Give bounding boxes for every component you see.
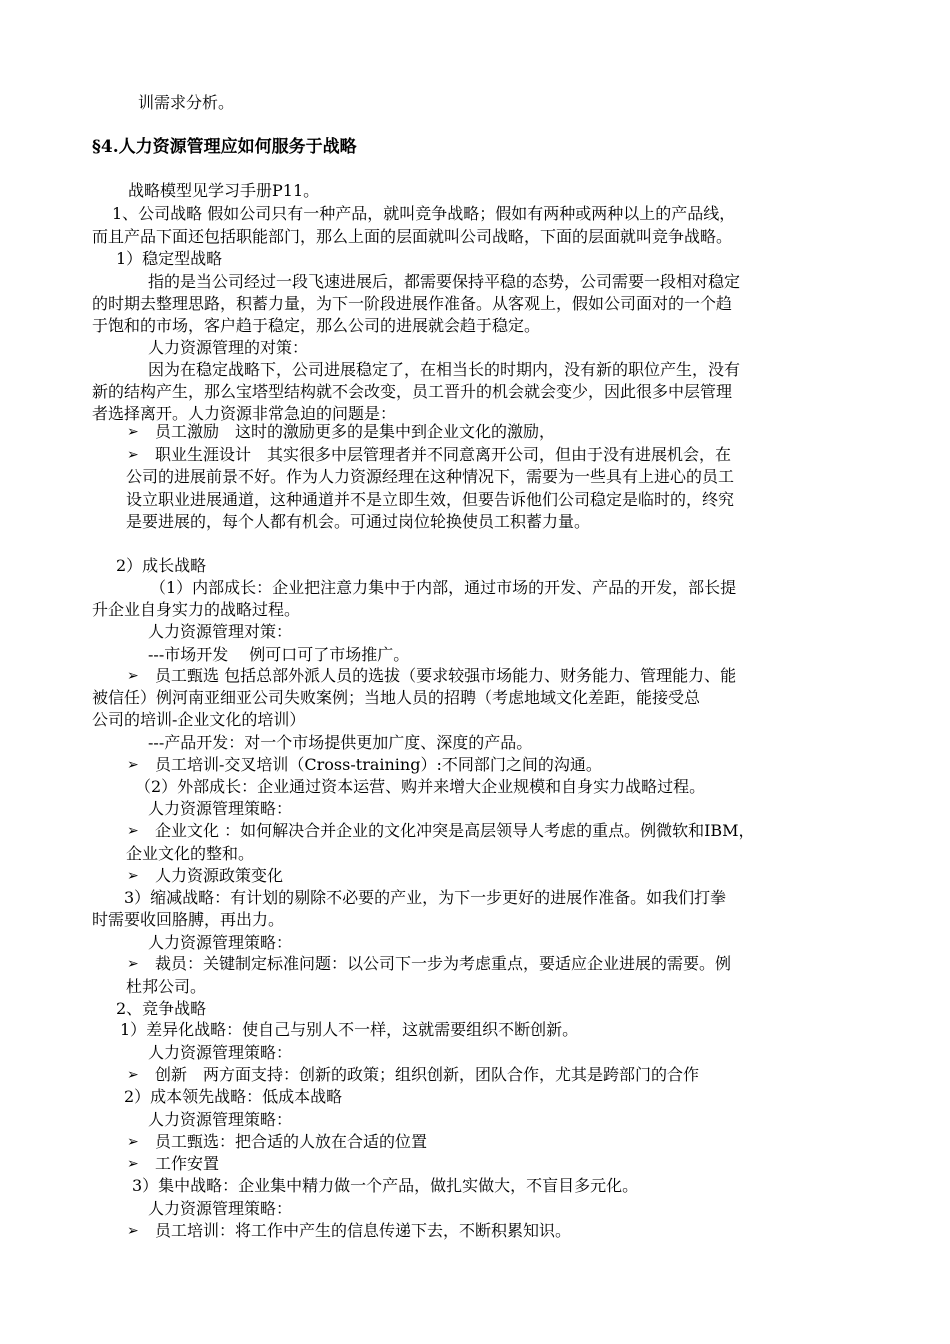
text-line: 人力资源管理策略：: [148, 933, 293, 952]
text-line: 是要进展的，每个人都有机会。可通过岗位轮换使员工积蓄力量。: [126, 512, 591, 531]
text-line: 公司的进展前景不好。作为人力资源经理在这种情况下，需要为一些具有上进心的员工: [126, 467, 735, 486]
text-line: 员工培训：将工作中产生的信息传递下去，不断积累知识。: [155, 1221, 572, 1240]
arrow-bullet-icon: ➢: [127, 823, 139, 839]
text-line: 1、公司战略 假如公司只有一种产品，就叫竞争战略；假如有两种或两种以上的产品线，: [112, 204, 736, 223]
text-line: 人力资源管理策略：: [148, 1043, 293, 1062]
text-line: 新的结构产生，那么宝塔型结构就不会改变，员工晋升的机会就会变少，因此很多中层管理: [92, 382, 733, 401]
text-line: 人力资源管理策略：: [148, 1110, 293, 1129]
text-line: 升企业自身实力的战略过程。: [92, 600, 301, 619]
text-line: 人力资源管理对策：: [148, 622, 293, 641]
text-line: 职业生涯设计 其实很多中层管理者并不同意离开公司，但由于没有进展机会，在: [155, 445, 732, 464]
text-line: （1）内部成长：企业把注意力集中于内部，通过市场的开发、产品的开发，部长提: [150, 578, 737, 597]
text-line: 公司的培训-企业文化的培训）: [92, 710, 306, 729]
text-line: 人力资源政策变化: [155, 866, 284, 885]
text-line: 因为在稳定战略下，公司进展稳定了，在相当长的时期内，没有新的职位产生，没有: [148, 360, 741, 379]
text-line: （2）外部成长：企业通过资本运营、购并来增大企业规模和自身实力战略过程。: [135, 777, 706, 796]
text-line: 企业文化的整和。: [126, 844, 255, 863]
arrow-bullet-icon: ➢: [127, 1156, 139, 1172]
arrow-bullet-icon: ➢: [127, 868, 139, 884]
text-line: 战略模型见学习手册P11。: [128, 181, 320, 200]
text-line: 2）成本领先战略：低成本战略: [124, 1087, 343, 1106]
text-line: 杜邦公司。: [126, 977, 207, 996]
text-line: 训需求分析。: [138, 93, 235, 112]
text-line: 创新 两方面支持：创新的政策；组织创新，团队合作，尤其是跨部门的合作: [155, 1065, 700, 1084]
text-line: 指的是当公司经过一段飞速进展后，都需要保持平稳的态势，公司需要一段相对稳定: [148, 272, 741, 291]
text-line: 人力资源管理策略：: [148, 1199, 293, 1218]
text-line: 员工甄选：把合适的人放在合适的位置: [155, 1132, 428, 1151]
arrow-bullet-icon: ➢: [127, 1067, 139, 1083]
text-line: 时需要收回胳膊，再出力。: [92, 910, 285, 929]
text-line: 3）集中战略：企业集中精力做一个产品，做扎实做大，不盲目多元化。: [132, 1176, 639, 1195]
text-line: 于饱和的市场，客户趋于稳定，那么公司的进展就会趋于稳定。: [92, 316, 541, 335]
arrow-bullet-icon: ➢: [127, 447, 139, 463]
text-line: ---市场开发 例可口可了市场推广。: [148, 645, 410, 664]
text-line: 裁员：关键制定标准问题：以公司下一步为考虑重点，要适应企业进展的需要。例: [155, 954, 732, 973]
arrow-bullet-icon: ➢: [127, 668, 139, 684]
text-line: 1）差异化战略：使自己与别人不一样，这就需要组织不断创新。: [120, 1020, 579, 1039]
text-line: 员工培训-交叉培训（Cross-training）:不同部门之间的沟通。: [155, 755, 602, 774]
arrow-bullet-icon: ➢: [127, 424, 139, 440]
text-line: 者选择离开。人力资源非常急迫的问题是：: [92, 404, 397, 423]
text-line: 员工甄选 包括总部外派人员的选拔（要求较强市场能力、财务能力、管理能力、能: [155, 666, 737, 685]
arrow-bullet-icon: ➢: [127, 1223, 139, 1239]
text-line: 人力资源管理策略：: [148, 799, 293, 818]
text-line: 的时期去整理思路，积蓄力量，为下一阶段进展作准备。从客观上，假如公司面对的一个趋: [92, 294, 733, 313]
arrow-bullet-icon: ➢: [127, 757, 139, 773]
arrow-bullet-icon: ➢: [127, 956, 139, 972]
text-line: 企业文化 ：如何解决合并企业的文化冲突是高层领导人考虑的重点。例微软和IBM，: [155, 821, 755, 840]
text-line: 2）成长战略: [116, 556, 207, 575]
section-heading: §4.人力资源管理应如何服务于战略: [92, 137, 357, 157]
text-line: 人力资源管理的对策：: [148, 338, 309, 357]
text-line: 2、竞争战略: [116, 999, 207, 1018]
text-line: 被信任）例河南亚细亚公司失败案例；当地人员的招聘（考虑地域文化差距，能接受总: [92, 688, 701, 707]
text-line: 员工激励 这时的激励更多的是集中到企业文化的激励，: [155, 422, 556, 441]
text-line: 1）稳定型战略: [116, 249, 223, 268]
text-line: ---产品开发：对一个市场提供更加广度、深度的产品。: [148, 733, 533, 752]
text-line: 工作安置: [155, 1154, 220, 1173]
text-line: 设立职业进展通道，这种通道并不是立即生效，但要告诉他们公司稳定是临时的，终究: [126, 490, 735, 509]
text-line: 3）缩减战略：有计划的剔除不必要的产业，为下一步更好的进展作准备。如我们打拳: [124, 888, 727, 907]
text-line: 而且产品下面还包括职能部门，那么上面的层面就叫公司战略，下面的层面就叫竞争战略。: [92, 227, 733, 246]
arrow-bullet-icon: ➢: [127, 1134, 139, 1150]
